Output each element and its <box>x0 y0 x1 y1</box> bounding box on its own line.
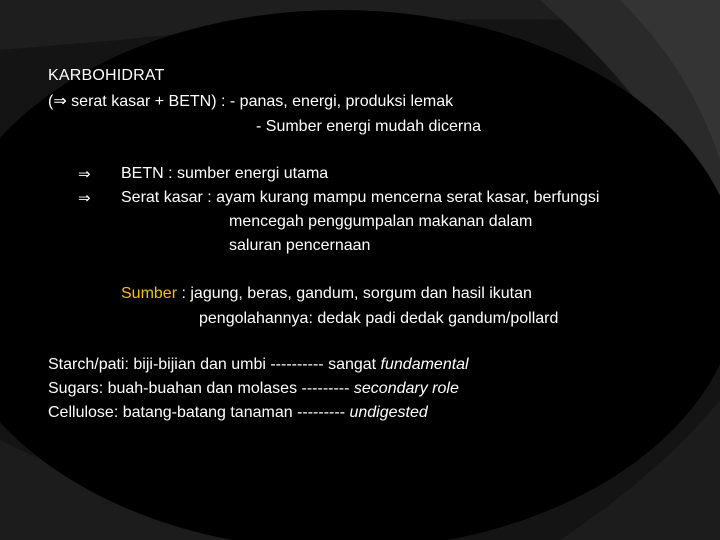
bullet-betn: BETN : sumber energi utama <box>121 165 329 182</box>
source-text: : jagung, beras, gandum, sorgum dan hasil ikutan <box>177 285 532 302</box>
type-starch-emph: fundamental <box>380 356 469 373</box>
type-sugars-emph: secondary role <box>353 380 459 397</box>
type-cellulose <box>48 403 428 423</box>
source-line-cont: pengolahannya: dedak padi dedak gandum/pollard <box>199 310 559 327</box>
type-cellulose-lead: Cellulose: batang-batang tanaman --------- <box>48 404 350 421</box>
source-line <box>121 284 532 304</box>
slide-title: KARBOHIDRAT <box>48 67 165 84</box>
type-sugars-lead: Sugars: buah-buahan dan molases --------- <box>48 380 354 397</box>
bullet-serat-kasar-cont-1: mencegah penggumpalan makanan dalam <box>229 213 533 230</box>
arrow-icon: ⇒ <box>78 166 91 183</box>
bullet-serat-kasar: Serat kasar : ayam kurang mampu mencerna serat kasar, berfungsi <box>121 189 600 206</box>
type-starch-lead: Starch/pati: biji-bijian dan umbi ---------- sangat <box>48 356 381 373</box>
arrow-icon: ⇒ <box>78 190 91 207</box>
intro-line-1: (⇒ serat kasar + BETN) : - panas, energi, produksi lemak <box>48 93 454 110</box>
intro-line-2: - Sumber energi mudah dicerna <box>256 118 482 135</box>
type-starch <box>48 355 469 375</box>
type-sugars <box>48 379 459 399</box>
bullet-serat-kasar-cont-2: saluran pencernaan <box>229 237 371 254</box>
type-cellulose-emph: undigested <box>349 404 428 421</box>
source-label: Sumber <box>121 285 178 302</box>
